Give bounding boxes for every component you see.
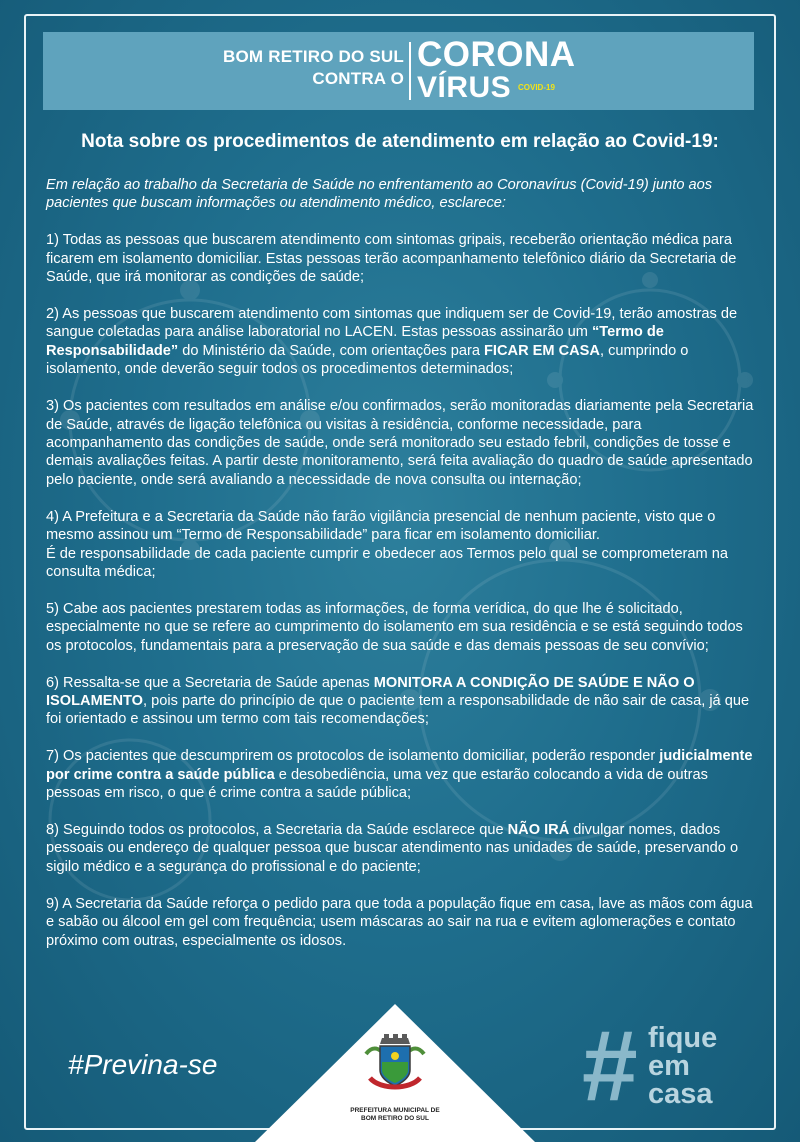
em-word: em xyxy=(648,1050,690,1082)
header-line1: BOM RETIRO DO SUL xyxy=(223,47,404,66)
item-2-text-a: 2) As pessoas que buscarem atendimento com sintomas que indiquem ser de Covid-19, terão amostras de sangue coletadas para análise laboratorial no LACEN. Estas pessoas assinarão um xyxy=(46,306,738,341)
previna-hashtag: #Previna-se xyxy=(68,1049,218,1080)
item-7-text-b: e desobediência, uma vez que estarão colocando a vida de outras pessoas em risco, o que é crime contra a saúde pública; xyxy=(46,766,708,802)
notice-body xyxy=(46,176,762,968)
header-corona: CORONA xyxy=(417,35,576,74)
header-divider xyxy=(409,42,411,100)
header-covid-label: COVID-19 xyxy=(518,83,555,92)
item-2-stay-home: FICAR EM CASA xyxy=(484,342,600,359)
item-7-text-a: 7) Os pacientes que descumprirem os protocolos de isolamento domiciliar, poderão responder xyxy=(46,748,660,765)
item-7-emphasis: judicialmente por crime contra a saúde pública xyxy=(46,748,753,783)
prefeitura-line1: PREFEITURA MUNICIPAL DE xyxy=(350,1107,440,1114)
item-6-text-a: 6) Ressalta-se que a Secretaria de Saúde apenas xyxy=(46,674,374,691)
item-6 xyxy=(46,674,762,729)
item-2 xyxy=(46,305,762,379)
item-6-text-b: , pois parte do princípio de que o paciente tem a responsabilidade de não sair de casa, já que foi orientado e assinou um termo com tais recomendações; xyxy=(46,692,750,728)
item-2-text-c: , cumprindo o isolamento, onde deverão seguir todos os procedimentos determinados; xyxy=(46,342,689,378)
item-8-text-b: divulgar nomes, dados pessoais ou endereço de qualquer pessoa que buscar atendimento nas unidades de saúde, preservando o sigilo médico e a segurança do profissional e do paciente; xyxy=(46,821,739,875)
casa-word: casa xyxy=(648,1078,713,1110)
intro-paragraph: Em relação ao trabalho da Secretaria de Saúde no enfrentamento ao Coronavírus (Covid-19) junto aos pacientes que buscam informações ou atendimento médico, esclarece: xyxy=(46,177,713,212)
header-city-text xyxy=(223,46,404,90)
item-7 xyxy=(46,747,762,802)
item-6-emphasis: MONITORA A CONDIÇÃO DE SAÚDE E NÃO O ISOLAMENTO xyxy=(46,674,695,709)
header-banner xyxy=(43,32,754,110)
item-4-text-a: 4) A Prefeitura e a Secretaria da Saúde não farão vigilância presencial de nenhum paciente, visto que o mesmo assinou um “Termo de Responsabilidade” para ficar em isolamento domiciliar. xyxy=(46,508,716,544)
item-3: 3) Os pacientes com resultados em análise e/ou confirmados, serão monitoradas diariamente pela Secretaria de Saúde, através de ligação telefônica ou visitas à residência, conforme necessidade, para acompanhamento das condições de saúde, onde será monitorado seu estado febril, condições de tosse e demais avaliações feitas. A partir deste monitoramento, será feita avaliação do quadro de saúde apresentado pelo paciente, onde será avaliando a necessidade de nova consulta ou internação; xyxy=(46,398,754,488)
header-line2: CONTRA O xyxy=(312,69,404,88)
item-8-text-a: 8) Seguindo todos os protocolos, a Secretaria da Saúde esclarece que xyxy=(46,821,508,838)
fique-em-casa xyxy=(648,1024,717,1108)
item-2-text-b: do Ministério da Saúde, com orientações para xyxy=(178,342,485,359)
prefeitura-label xyxy=(320,1107,470,1123)
hash-symbol: # xyxy=(582,1010,638,1122)
item-8-emphasis: NÃO IRÁ xyxy=(507,821,570,838)
page-title: Nota sobre os procedimentos de atendimento em relação ao Covid-19: xyxy=(81,131,719,152)
item-4-text-b: É de responsabilidade de cada paciente cumprir e obedecer aos Termos pelo qual se comprometeram na consulta médica; xyxy=(46,545,728,580)
item-8 xyxy=(46,821,762,876)
item-5: 5) Cabe aos pacientes prestarem todas as informações, de forma verídica, do que lhe é solicitado, especialmente no que se refere ao cumprimento do isolamento em sua residência e se está seguindo todos os protocolos, fundamentais para a preservação de sua saúde e das demais pessoas de seu convívio; xyxy=(46,600,743,654)
item-4 xyxy=(46,508,762,582)
item-9: 9) A Secretaria da Saúde reforça o pedido para que toda a população fique em casa, lave as mãos com água e sabão ou álcool em gel com frequência; usem máscaras ao sair na rua e evitem aglomerações e contato próximo com outras, especialmente os idosos. xyxy=(46,895,753,949)
municipal-coat-of-arms-icon xyxy=(360,1032,430,1102)
prefeitura-line2: BOM RETIRO DO SUL xyxy=(361,1115,429,1122)
header-virus: VÍRUS xyxy=(417,71,512,104)
item-2-term: “Termo de Responsabilidade” xyxy=(46,324,664,359)
fique-word: fique xyxy=(648,1022,718,1054)
item-1: 1) Todas as pessoas que buscarem atendimento com sintomas gripais, receberão orientação médica para ficarem em isolamento domiciliar. Estas pessoas terão acompanhamento telefônico diário da Secretaria de Saúde, que irá monitorar as condições de saúde; xyxy=(46,232,737,286)
